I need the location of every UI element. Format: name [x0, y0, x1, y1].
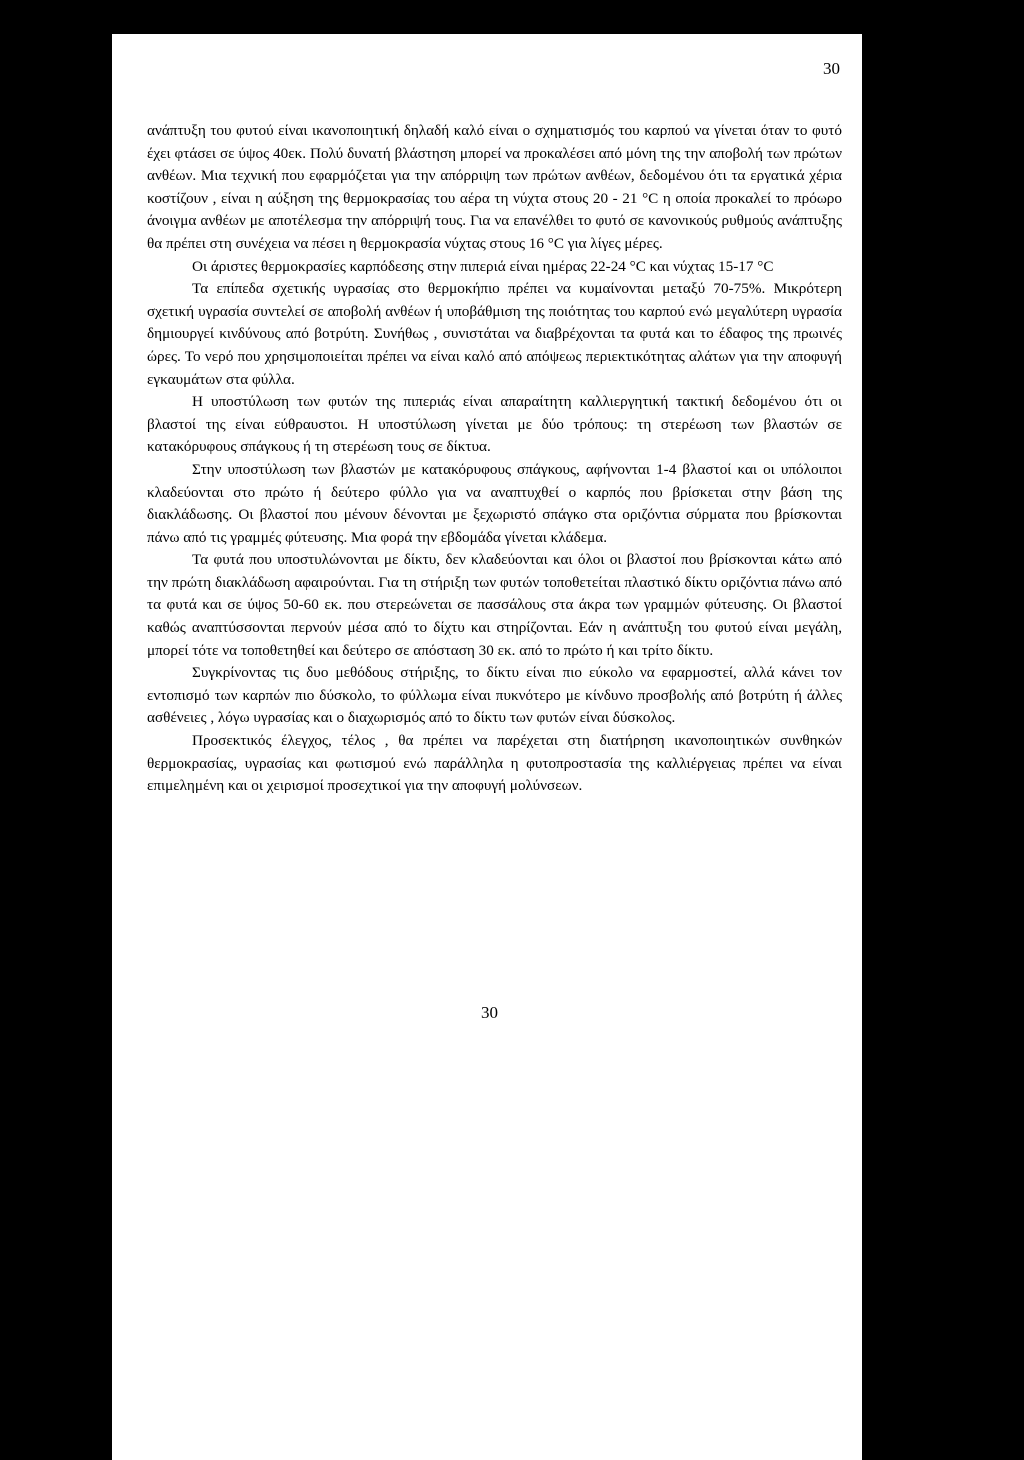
page-number-bottom: 30: [481, 1003, 498, 1022]
page-number-top: 30: [823, 59, 840, 78]
paragraph-5: Στην υποστύλωση των βλαστών με κατακόρυφους σπάγκους, αφήνονται 1-4 βλαστοί και οι υπόλοιποι κλαδεύονται στο πρώτο ή δεύτερο φύλλο για να αναπτυχθεί ο καρπός που βρίσκεται στην βάση της διακλάδωσης. Οι βλαστοί που μένουν δένονται με ξεχωριστό σπάγκο στα οριζόντια σύρματα που βρίσκονται πάνω από τις γραμμές φύτευσης. Μια φορά την εβδομάδα γίνεται κλάδεμα.: [147, 460, 842, 546]
paragraph-4: Η υποστύλωση των φυτών της πιπεριάς είναι απαραίτητη καλλιεργητική τακτική δεδομένου ότι οι βλαστοί της είναι εύθραυστοι. Η υποστύλωση γίνεται με δύο τρόπους: τη στερέωση των βλαστών σε κατακόρυφους σπάγκους ή τη στερέωση τους σε δίκτυα.: [147, 393, 842, 456]
paragraph-6: Τα φυτά που υποστυλώνονται με δίκτυ, δεν κλαδεύονται και όλοι οι βλαστοί που βρίσκονται κάτω από την πρώτη διακλάδωση αφαιρούνται. Για τη στήριξη των φυτών τοποθετείται πλαστικό δίκτυ οριζόντια πάνω από τα φυτά και σε ύψος 50-60 εκ. που στερεώνεται σε πασσάλους στα άκρα των γραμμών φύτευσης. Οι βλαστοί καθώς αναπτύσσονται περνούν μέσα από το δίχτυ και στηρίζονται. Εάν η ανάπτυξη του φυτού είναι μεγάλη, μπορεί τότε να τοποθετηθεί και δεύτερο σε απόσταση 30 εκ. από το πρώτο ή και τρίτο δίκτυ.: [147, 551, 842, 659]
paragraph-2: Οι άριστες θερμοκρασίες καρπόδεσης στην πιπεριά είναι ημέρας 22-24 °C και νύχτας 15-17 °C: [192, 257, 774, 275]
paragraph-8: Προσεκτικός έλεγχος, τέλος , θα πρέπει να παρέχεται στη διατήρηση ικανοποιητικών συνθηκών θερμοκρασίας, υγρασίας και φωτισμού ενώ παράλληλα η φυτοπροστασία της καλλιέργειας πρέπει να είναι επιμελημένη και οι χειρισμοί προσεχτικοί για την αποφυγή μολύνσεων.: [147, 732, 842, 795]
paragraph-7: Συγκρίνοντας τις δυο μεθόδους στήριξης, το δίκτυ είναι πιο εύκολο να εφαρμοστεί, αλλά κάνει τον εντοπισμό των καρπών πιο δύσκολο, το φύλλωμα είναι πυκνότερο με κίνδυνο προσβολής από βοτρύτη ή άλλες ασθένειες , λόγω υγρασίας και ο διαχωρισμός από το δίκτυ των φυτών είναι δύσκολος.: [147, 664, 842, 727]
paragraph-3: Τα επίπεδα σχετικής υγρασίας στο θερμοκήπιο πρέπει να κυμαίνονται μεταξύ 70-75%. Μικρότερη σχετική υγρασία συντελεί σε αποβολή ανθέων ή υποβάθμιση της ποιότητας του καρπού ενώ μεγαλύτερη υγρασία δημιουργεί κινδύνους από βοτρύτη. Συνήθως , συνιστάται να διαβρέχονται τα φυτά και το έδαφος της πρωινές ώρες. Το νερό που χρησιμοποιείται πρέπει να είναι καλό από απόψεως περιεκτικότητας αλάτων για την αποφυγή εγκαυμάτων στα φύλλα.: [147, 280, 842, 388]
body-text: [147, 120, 842, 798]
paragraph-1: ανάπτυξη του φυτού είναι ικανοποιητική δηλαδή καλό είναι ο σχηματισμός του καρπού να γίνεται όταν το φυτό έχει φτάσει σε ύψος 40εκ. Πολύ δυνατή βλάστηση μπορεί να προκαλέσει από μόνη της την αποβολή των πρώτων ανθέων. Μια τεχνική που εφαρμόζεται για την απόρριψη των πρώτων ανθέων, δεδομένου ότι τα εργατικά χέρια κοστίζουν , είναι η αύξηση της θερμοκρασίας του αέρα τη νύχτα στους 20 - 21 °C η οποία προκαλεί το πρόωρο άνοιγμα ανθέων με αποτέλεσμα την απόρριψή τους. Για να επανέλθει το φυτό σε κανονικούς ρυθμούς ανάπτυξης θα πρέπει στη συνέχεια να πέσει η θερμοκρασία νύχτας στους 16 °C για λίγες μέρες.: [147, 122, 842, 252]
document-page: [112, 34, 862, 1460]
